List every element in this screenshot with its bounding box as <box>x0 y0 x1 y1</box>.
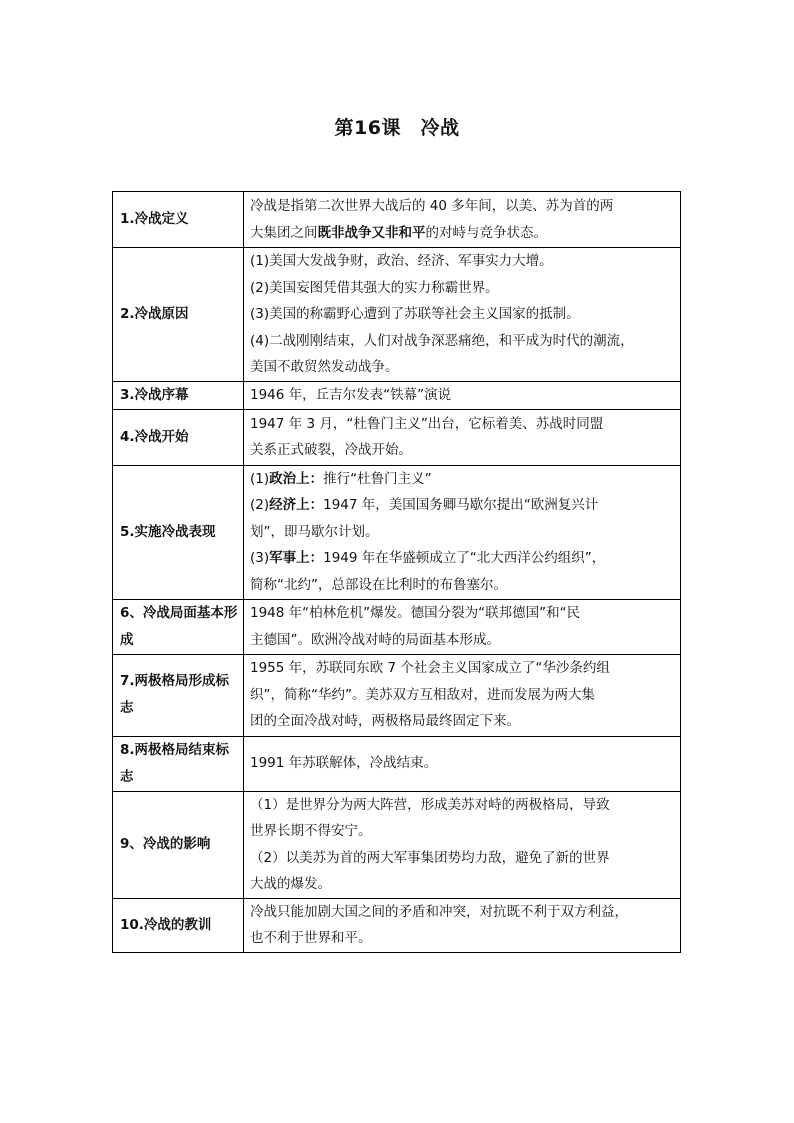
value-line <box>250 193 675 220</box>
text-segment: (3) <box>250 550 270 567</box>
text-segment: (1) <box>250 470 270 487</box>
text-segment: 美国不敢贸然发动战争。 <box>250 359 399 375</box>
table-row <box>113 465 681 599</box>
table-body <box>113 192 681 953</box>
text-segment: 世界长期不得安宁。 <box>250 823 372 839</box>
row-value <box>244 599 681 654</box>
value-line <box>250 818 675 845</box>
text-segment: 1955 年，苏联同东欧 7 个社会主义国家成立了“华沙条约组 <box>250 660 610 677</box>
text-segment: 推行“杜鲁门主义” <box>323 470 432 487</box>
table-row <box>113 599 681 654</box>
value-line <box>250 682 675 709</box>
value-line <box>250 301 675 328</box>
row-value <box>244 898 681 952</box>
text-segment: (3)美国的称霸野心遭到了苏联等社会主义国家的抵制。 <box>250 306 580 322</box>
value-line <box>250 792 675 819</box>
bold-segment: 政治上： <box>269 470 324 487</box>
row-value <box>244 409 681 465</box>
table-row <box>113 736 681 791</box>
value-line <box>250 545 675 572</box>
value-line <box>250 871 675 898</box>
bold-segment: 经济上： <box>269 497 324 514</box>
value-line <box>250 275 675 302</box>
text-segment: 划”，即马歇尔计划。 <box>250 523 379 540</box>
text-segment: （2）以美苏为首的两大军事集团势均力敌，避免了新的世界 <box>250 849 610 866</box>
value-line <box>250 354 675 381</box>
table-row <box>113 192 681 248</box>
row-value <box>244 192 681 248</box>
text-segment: 1948 年“柏林危机”爆发。德国分裂为“联邦德国”和“民 <box>250 605 581 621</box>
table-row <box>113 791 681 898</box>
value-line <box>250 328 675 355</box>
value-line <box>250 248 675 275</box>
value-line <box>250 492 675 519</box>
row-value <box>244 381 681 409</box>
row-value <box>244 791 681 898</box>
row-key: 3.冷战序幕 <box>113 381 244 409</box>
table-row <box>113 654 681 736</box>
value-line <box>250 466 675 493</box>
text-segment: （1）是世界分为两大阵营，形成美苏对峙的两极格局，导致 <box>250 796 610 813</box>
bold-segment: 既非战争又非和平 <box>317 224 426 241</box>
text-segment: (2) <box>250 497 270 514</box>
value-line <box>250 845 675 872</box>
text-segment: 1947 年，美国国务卿马歇尔提出“欧洲复兴计 <box>323 497 599 514</box>
row-value <box>244 736 681 791</box>
value-line <box>250 899 675 926</box>
table-row <box>113 898 681 952</box>
summary-table <box>112 191 681 953</box>
value-line <box>250 437 675 464</box>
text-segment: 的对峙与竞争状态。 <box>425 224 547 241</box>
value-line <box>250 750 675 777</box>
text-segment: 1949 年在华盛顿成立了“北大西洋公约组织”， <box>323 550 606 567</box>
text-segment: 团的全面冷战对峙，两极格局最终固定下来。 <box>250 713 520 730</box>
text-segment: (4)二战刚刚结束，人们对战争深恶痛绝，和平成为时代的潮流， <box>250 332 634 349</box>
text-segment: (1)美国大发战争财，政治、经济、军事实力大增。 <box>250 253 553 269</box>
table-row <box>113 409 681 465</box>
row-value <box>244 654 681 736</box>
row-key: 4.冷战开始 <box>113 409 244 465</box>
value-line <box>250 600 675 627</box>
page-title: 第16课 冷战 <box>334 117 460 139</box>
text-segment: 冷战是指第二次世界大战后的 40 多年间，以美、苏为首的两 <box>250 198 614 214</box>
text-segment: 织”，简称“华约”。美苏双方互相敌对，进而发展为两大集 <box>250 686 595 703</box>
value-line <box>250 519 675 546</box>
text-segment: 1946 年，丘吉尔发表“铁幕”演说 <box>250 386 452 403</box>
bold-segment: 军事上： <box>269 550 324 567</box>
row-key: 10.冷战的教训 <box>113 898 244 952</box>
text-segment: 简称“北约”，总部设在比利时的布鲁塞尔。 <box>250 576 507 593</box>
value-line <box>250 708 675 735</box>
value-line <box>250 655 675 682</box>
row-key: 2.冷战原因 <box>113 248 244 382</box>
row-key: 8.两极格局结束标志 <box>113 736 244 791</box>
value-line <box>250 925 675 952</box>
value-line <box>250 220 675 247</box>
row-value <box>244 248 681 382</box>
row-key: 7.两极格局形成标志 <box>113 654 244 736</box>
row-value <box>244 465 681 599</box>
value-line <box>250 411 675 438</box>
text-segment: 主德国”。欧洲冷战对峙的局面基本形成。 <box>250 631 500 648</box>
text-segment: 冷战只能加剧大国之间的矛盾和冲突，对抗既不利于双方利益， <box>250 903 628 920</box>
value-line <box>250 572 675 599</box>
text-segment: 也不利于世界和平。 <box>250 930 372 946</box>
row-key: 1.冷战定义 <box>113 192 244 248</box>
row-key: 5.实施冷战表现 <box>113 465 244 599</box>
text-segment: (2)美国妄图凭借其强大的实力称霸世界。 <box>250 279 499 296</box>
row-key: 6、冷战局面基本形成 <box>113 599 244 654</box>
value-line <box>250 627 675 654</box>
text-segment: 1947 年 3 月，“杜鲁门主义”出台，它标着美、苏战时同盟 <box>250 415 604 432</box>
text-segment: 大集团之间 <box>250 224 318 241</box>
row-key: 9、冷战的影响 <box>113 791 244 898</box>
value-line <box>250 382 675 409</box>
text-segment: 关系正式破裂，冷战开始。 <box>250 442 412 458</box>
text-segment: 大战的爆发。 <box>250 876 331 892</box>
table-row <box>113 381 681 409</box>
text-segment: 1991 年苏联解体，冷战结束。 <box>250 755 438 772</box>
table-row <box>113 248 681 382</box>
